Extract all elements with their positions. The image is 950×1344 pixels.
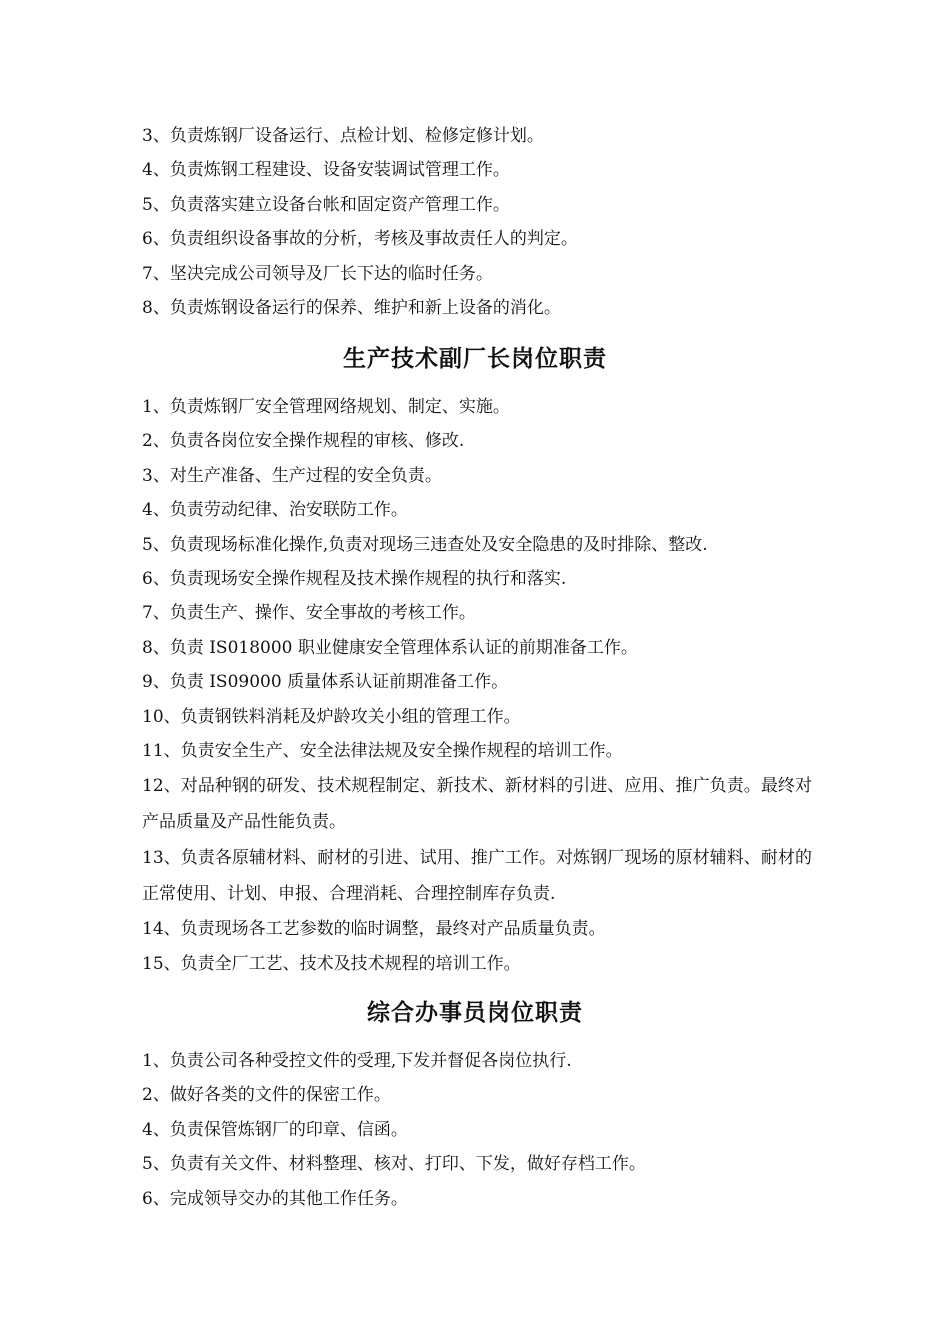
section-office-clerk-duties [142, 1044, 812, 1216]
list-item: 11、负责安全生产、安全法律法规及安全操作规程的培训工作。 [142, 740, 623, 761]
list-item: 1、负责炼钢厂安全管理网络规划、制定、实施。 [142, 397, 510, 417]
list-item: 6、完成领导交办的其他工作任务。 [142, 1188, 408, 1209]
list-item: 4、负责保管炼钢厂的印章、信函。 [142, 1119, 408, 1140]
list-item: 5、负责有关文件、材料整理、核对、打印、下发，做好存档工作。 [142, 1154, 646, 1175]
list-item: 15、负责全厂工艺、技术及技术规程的培训工作。 [142, 953, 521, 974]
list-item: 9、负责 IS09000 质量体系认证前期准备工作。 [142, 672, 509, 693]
list-item: 3、对生产准备、生产过程的安全负责。 [142, 465, 442, 486]
list-item: 2、做好各类的文件的保密工作。 [142, 1085, 391, 1106]
section-title-office-clerk: 综合办事员岗位职责 [367, 1000, 583, 1026]
list-item: 5、负责现场标准化操作,负责对现场三违查处及安全隐患的及时排除、整改. [142, 534, 708, 555]
list-item: 4、负责炼钢工程建设、设备安装调试管理工作。 [142, 160, 510, 181]
section-equipment-duties [142, 119, 812, 325]
list-item: 13、负责各原辅材料、耐材的引进、试用、推广工作。对炼钢厂现场的原材辅料、耐材的正常使用、计划、申报、合理消耗、合理控制库存负责. [142, 848, 812, 905]
list-item: 3、负责炼钢厂设备运行、点检计划、检修定修计划。 [142, 126, 544, 146]
list-item: 10、负责钢铁料消耗及炉龄攻关小组的管理工作。 [142, 706, 521, 727]
list-item: 7、坚决完成公司领导及厂长下达的临时任务。 [142, 263, 493, 284]
list-item: 12、对品种钢的研发、技术规程制定、新技术、新材料的引进、应用、推广负责。最终对产品质量及产品性能负责。 [142, 776, 812, 833]
list-item: 4、负责劳动纪律、治安联防工作。 [142, 500, 408, 521]
list-item: 6、负责组织设备事故的分析，考核及事故责任人的判定。 [142, 229, 578, 250]
list-item: 14、负责现场各工艺参数的临时调整，最终对产品质量负责。 [142, 919, 606, 940]
list-item: 6、负责现场安全操作规程及技术操作规程的执行和落实. [142, 568, 567, 589]
section-title-production-deputy: 生产技术副厂长岗位职责 [343, 346, 607, 372]
list-item: 2、负责各岗位安全操作规程的审核、修改. [142, 431, 465, 452]
list-item: 1、负责公司各种受控文件的受理,下发并督促各岗位执行. [142, 1051, 572, 1071]
list-item: 7、负责生产、操作、安全事故的考核工作。 [142, 603, 476, 624]
list-item: 8、负责 IS018000 职业健康安全管理体系认证的前期准备工作。 [142, 637, 638, 658]
section-production-deputy-duties [142, 390, 812, 981]
list-item: 8、负责炼钢设备运行的保养、维护和新上设备的消化。 [142, 297, 561, 318]
list-item: 5、负责落实建立设备台帐和固定资产管理工作。 [142, 194, 510, 215]
